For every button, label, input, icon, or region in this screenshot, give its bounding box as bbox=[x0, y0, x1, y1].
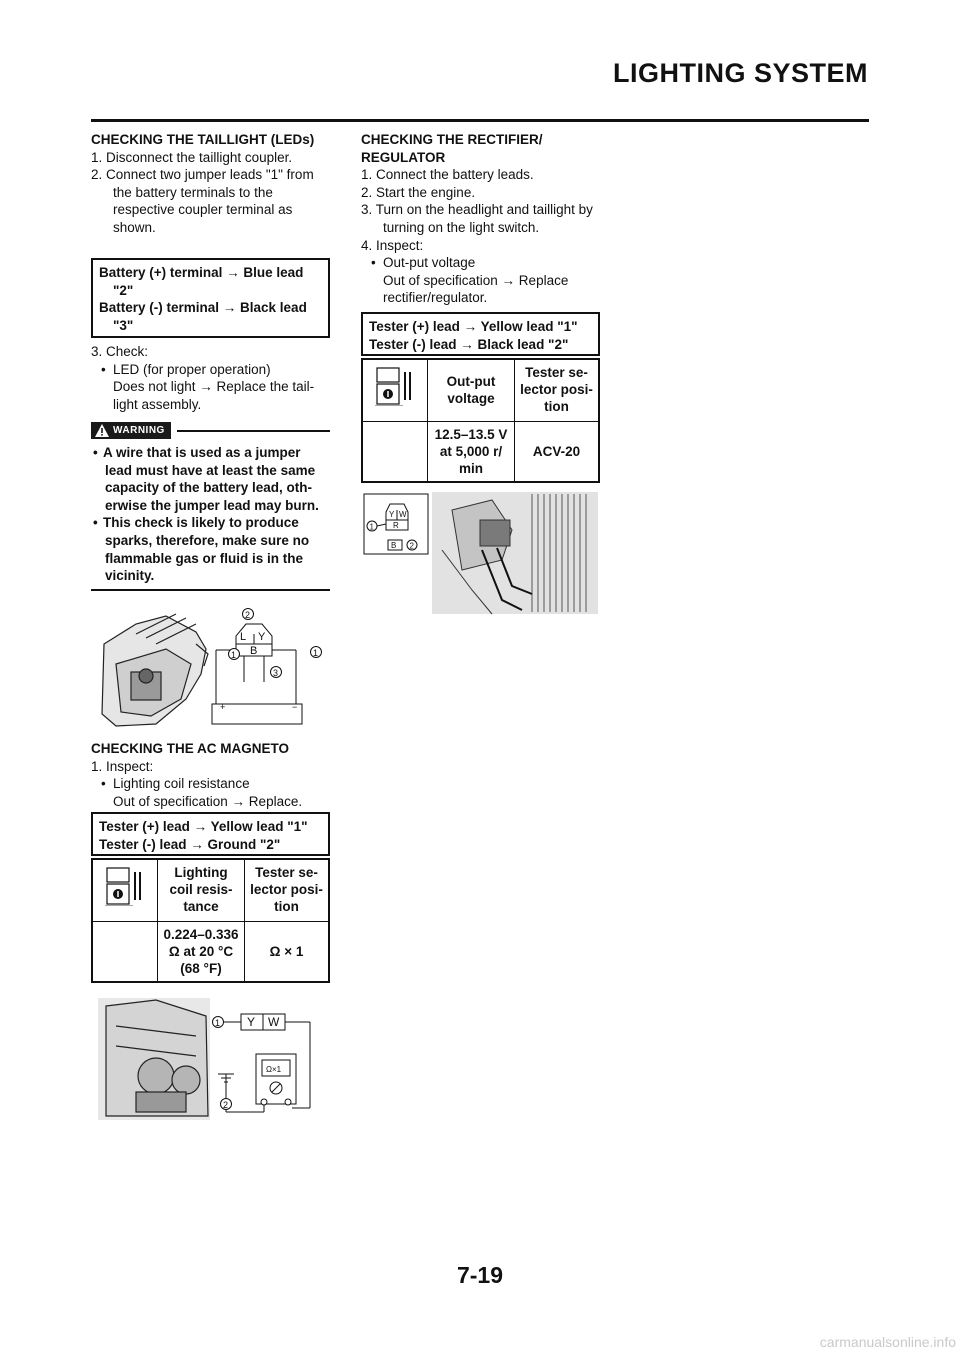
magneto-callout-2: 2 bbox=[223, 1100, 229, 1110]
callout-3: 3 bbox=[273, 668, 279, 678]
rectifier-callout-1: 1 bbox=[369, 522, 374, 532]
watermark: carmanualsonline.info bbox=[819, 1334, 956, 1350]
magneto-label-y: Y bbox=[247, 1015, 256, 1029]
multimeter-icon bbox=[375, 366, 415, 406]
rectifier-box-line-1: Tester (+) lead → Yellow lead "1" bbox=[369, 319, 578, 334]
battery-plus: + bbox=[220, 702, 226, 712]
rectifier-callout-2: 2 bbox=[409, 541, 414, 551]
rectifier-spec-table bbox=[361, 358, 600, 483]
taillight-check-result: Does not light → Replace the tail-light assembly. bbox=[113, 379, 315, 412]
taillight-check bbox=[91, 343, 331, 413]
warning-item-1: • A wire that is used as a jumper lead must have at least the same capacity of the battery lead, oth-erwise the jumper lead may burn. bbox=[93, 445, 319, 513]
taillight-check-item: • LED (for proper operation) bbox=[101, 361, 271, 377]
taillight-step-2: 2. Connect two jumper leads "1" from the battery terminals to the respective coupler terminal as shown. bbox=[91, 167, 314, 235]
warning-label: WARNING bbox=[113, 425, 165, 436]
left-column bbox=[91, 131, 331, 237]
magneto-spec-table bbox=[91, 858, 330, 983]
rectifier-label-y: Y bbox=[389, 510, 395, 519]
rectifier-section bbox=[361, 131, 601, 307]
taillight-step-1: 1. Disconnect the taillight coupler. bbox=[91, 149, 293, 165]
rectifier-box-line-2: Tester (-) lead → Black lead "2" bbox=[369, 336, 569, 352]
rectifier-diagram bbox=[362, 490, 600, 616]
rectifier-step-3: 3. Turn on the headlight and taillight by turning on the light switch. bbox=[361, 202, 593, 235]
magneto-box-line-2: Tester (-) lead → Ground "2" bbox=[99, 836, 281, 852]
rectifier-table-val1: 12.5–13.5 V at 5,000 r/ min bbox=[428, 421, 515, 482]
magneto-table-icon-cell bbox=[92, 859, 158, 921]
rectifier-label-w: W bbox=[399, 510, 407, 519]
warning-item-2: • This check is likely to produce sparks, therefore, make sure no flammable gas or fluid is in the vicinity. bbox=[93, 515, 310, 584]
rectifier-step-2: 2. Start the engine. bbox=[361, 184, 476, 200]
rectifier-table-col1: Out-put voltage bbox=[428, 359, 515, 421]
warning-end-rule bbox=[91, 589, 330, 591]
rectifier-label-r: R bbox=[393, 521, 399, 530]
rectifier-table-val2: ACV-20 bbox=[515, 421, 600, 482]
warning-header bbox=[91, 422, 330, 439]
taillight-heading: CHECKING THE TAILLIGHT (LEDs) bbox=[91, 132, 315, 147]
page-title: LIGHTING SYSTEM bbox=[612, 58, 868, 88]
rectifier-step-4: 4. Inspect: bbox=[361, 237, 424, 253]
rectifier-table-icon-cell bbox=[362, 359, 428, 421]
header-rule bbox=[91, 119, 869, 122]
rectifier-step-1: 1. Connect the battery leads. bbox=[361, 167, 534, 183]
diagram-label-l: L bbox=[240, 631, 247, 643]
taillight-box-line-2: Battery (-) terminal → Black lead "3" bbox=[99, 300, 307, 333]
taillight-check-step: 3. Check: bbox=[91, 344, 149, 359]
callout-2: 2 bbox=[245, 610, 251, 620]
magneto-diagram bbox=[96, 996, 326, 1122]
magneto-section bbox=[91, 740, 331, 810]
rectifier-heading: CHECKING THE RECTIFIER/ REGULATOR bbox=[361, 132, 543, 165]
magneto-heading: CHECKING THE AC MAGNETO bbox=[91, 741, 290, 756]
rectifier-label-b: B bbox=[391, 541, 397, 550]
page-number: 7-19 bbox=[456, 1262, 504, 1288]
magneto-spec-box bbox=[91, 812, 330, 856]
rectifier-result: Out of specification → Replace rectifier/regulator. bbox=[383, 272, 569, 306]
diagram-label-b: B bbox=[250, 645, 258, 657]
battery-minus: − bbox=[292, 702, 298, 712]
taillight-diagram bbox=[96, 604, 326, 734]
meter-dial-label: Ω×1 bbox=[266, 1065, 282, 1074]
taillight-spec-box bbox=[91, 258, 330, 338]
warning-triangle-icon bbox=[95, 424, 109, 437]
rectifier-item: • Out-put voltage bbox=[371, 255, 476, 271]
callout-1-left: 1 bbox=[231, 650, 237, 660]
magneto-box-line-1: Tester (+) lead → Yellow lead "1" bbox=[99, 819, 308, 834]
magneto-item: • Lighting coil resistance bbox=[101, 776, 250, 792]
magneto-step: 1. Inspect: bbox=[91, 758, 154, 774]
multimeter-icon bbox=[105, 866, 145, 906]
callout-1-right: 1 bbox=[313, 648, 319, 658]
warning-list bbox=[91, 444, 330, 585]
magneto-result: Out of specification → Replace. bbox=[113, 793, 303, 809]
magneto-label-w: W bbox=[268, 1015, 280, 1029]
warning-badge bbox=[91, 422, 171, 439]
magneto-table-val2: Ω × 1 bbox=[245, 921, 330, 982]
rectifier-spec-box bbox=[361, 312, 600, 356]
rectifier-table-col2: Tester se-lector posi-tion bbox=[515, 359, 600, 421]
taillight-box-line-1: Battery (+) terminal → Blue lead "2" bbox=[99, 265, 304, 298]
magneto-table-col1: Lighting coil resis-tance bbox=[158, 859, 245, 921]
diagram-label-y: Y bbox=[258, 631, 266, 643]
magneto-table-val1: 0.224–0.336 Ω at 20 °C (68 °F) bbox=[158, 921, 245, 982]
magneto-table-col2: Tester se-lector posi-tion bbox=[245, 859, 330, 921]
magneto-callout-1: 1 bbox=[215, 1018, 221, 1028]
